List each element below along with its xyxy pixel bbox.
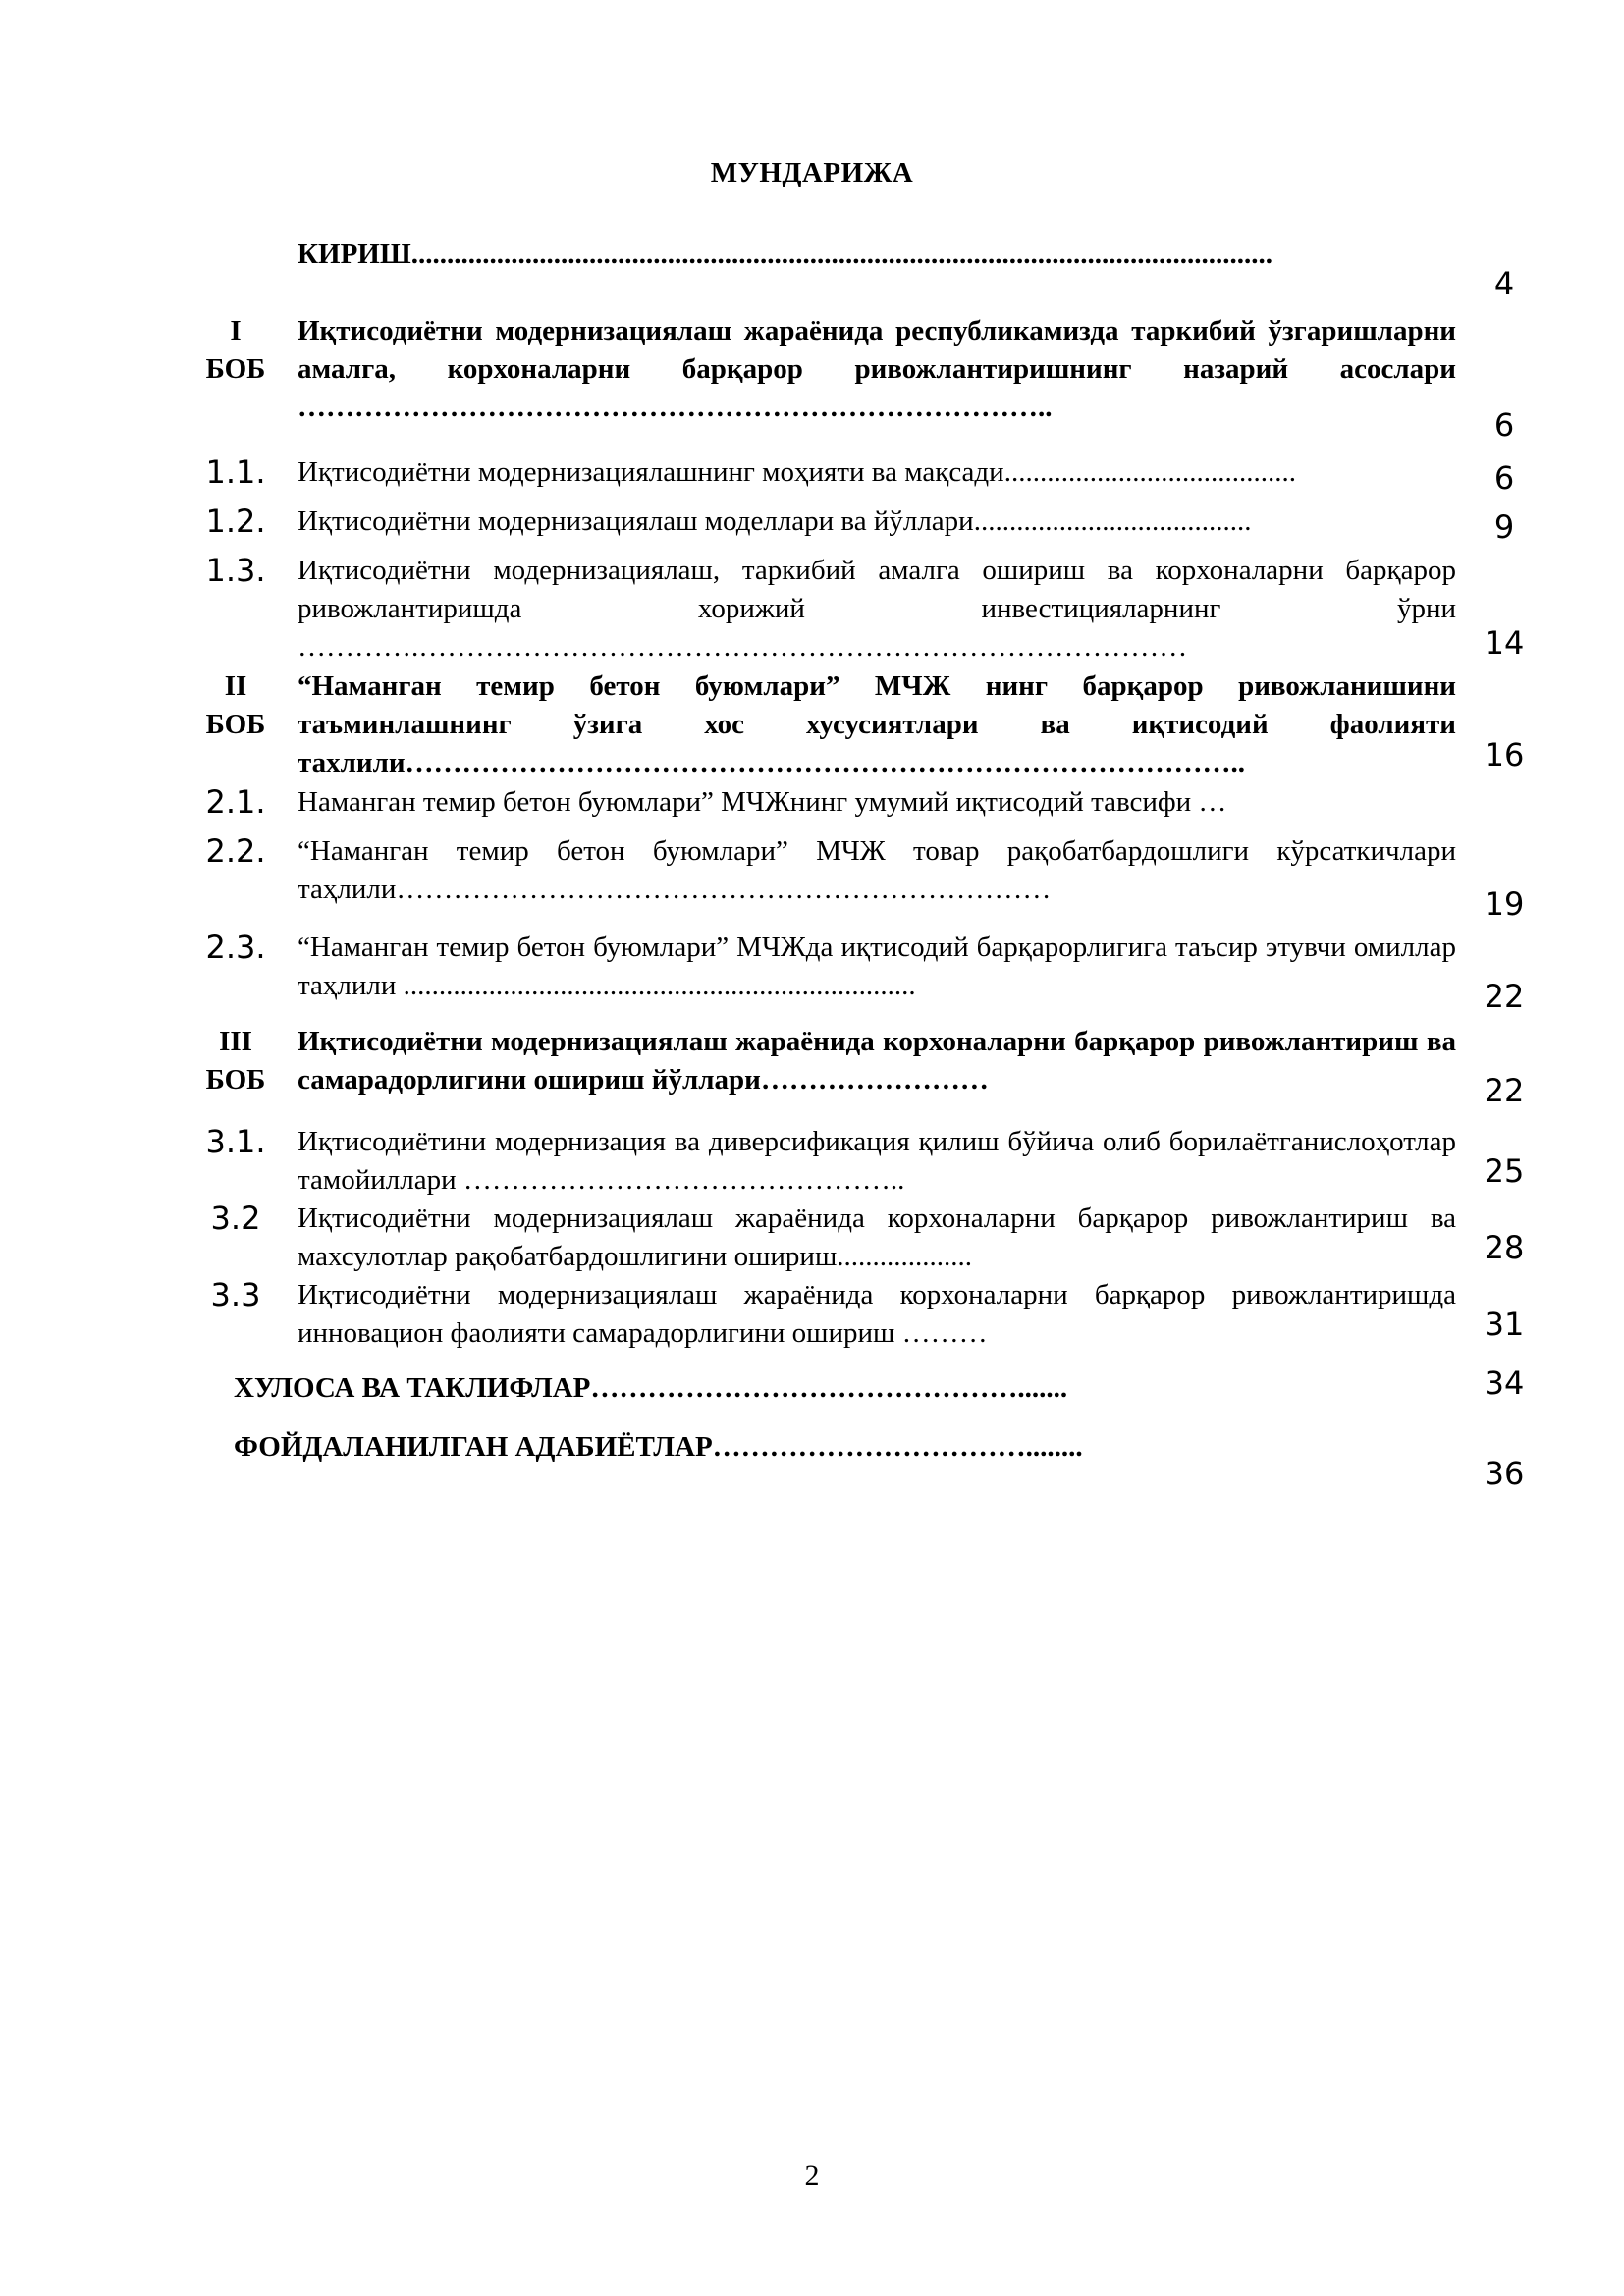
toc-page-number: 6 [1493,406,1515,444]
toc-page-number: 22 [1484,1072,1525,1109]
toc-chapter-number: I БОБ [205,315,266,385]
toc-section-title: Иқтисодиётини модернизация ва диверсификация қилиш бўйича олиб борилаётганислоҳотлар тамойиллари ……………………………………….. [298,1126,1456,1196]
toc-section-number: 1.2. [205,503,266,540]
toc-page-number: 28 [1484,1229,1525,1266]
toc-page-number: 6 [1493,459,1515,497]
toc-section-number: 3.2 [210,1200,261,1237]
toc-references-page: 36 [1484,1455,1525,1492]
toc-page-number: 22 [1484,978,1525,1015]
toc-section-number: 1.1. [205,454,266,491]
toc-section-title: Иқтисодиётни модернизациялаш моделлари ва йўллари....................................... [298,506,1252,537]
toc-section-title: “Наманган темир бетон буюмлари” МЧЖда иқтисодий барқарорлигига таъсир этувчи омиллар таҳлили ........................................................................ [298,932,1456,1001]
toc-chapter-title: Иқтисодиётни модернизациялаш жараёнида корхоналарни барқарор ривожлантириш ва самарадорлигини ошириш йўллари…………………… [298,1026,1456,1095]
toc-chapter-title: “Наманган темир бетон буюмлари” МЧЖ нинг барқарор ривожланишини таъминлашнинг ўзига хос хусусиятлари ва иқтисодий фаолияти тахлили…………………………………………………………………………….. [298,670,1456,778]
page-number: 2 [804,2160,820,2192]
toc-page-number: 14 [1484,624,1525,662]
toc-section-title: Наманган темир бетон буюмлари” МЧЖнинг умумий иқтисодий тавсифи … [298,786,1227,818]
toc-section-number: 1.3. [205,552,266,589]
toc-section-number: 3.1. [205,1123,266,1160]
toc-chapter-title: Иқтисодиётни модернизациялаш жараёнида республикамизда таркибий ўзгаришларни амалга, корхоналарни барқарор ривожлантиришнинг назарий асослари …………………………………………………………………….. [298,315,1456,423]
toc-section-number: 2.3. [205,929,266,966]
toc-section-title: “Наманган темир бетон буюмлари” МЧЖ товар рақобатбардошлиги кўрсаткичлари таҳлили…………………………………………………………… [298,835,1456,905]
toc-section-number: 2.1. [205,783,266,821]
toc-intro-page: 4 [1493,265,1515,302]
toc-chapter-number: II БОБ [205,670,266,740]
toc-intro-text: КИРИШ......................................................................................................................... [298,239,1272,270]
toc-page-number: 9 [1493,508,1515,546]
toc-section-number: 3.3 [210,1276,261,1313]
toc-section-title: Иқтисодиётни модернизациялаш жараёнида корхоналарни барқарор ривожлантиришда инновацион фаолияти самарадорлигини ошириш ……… [298,1279,1456,1349]
toc-references: ФОЙДАЛАНИЛГАН АДАБИЁТЛАР……………………………........ [234,1431,1083,1463]
toc-conclusion: ХУЛОСА ВА ТАКЛИФЛАР………………………………………....... [234,1372,1068,1404]
toc-conclusion-page: 34 [1484,1364,1525,1402]
toc-page-number: 19 [1484,885,1525,923]
toc-chapter-number: III БОБ [205,1026,266,1095]
toc-page-number: 31 [1484,1306,1525,1343]
toc-page-number: 25 [1484,1152,1525,1190]
toc-section-number: 2.2. [205,832,266,870]
page-title: МУНДАРИЖА [710,157,914,188]
toc-page-number: 16 [1484,736,1525,774]
toc-section-title: Иқтисодиётни модернизациялаш жараёнида корхоналарни барқарор ривожлантириш ва махсулотлар рақобатбардошлигини ошириш................... [298,1202,1456,1272]
toc-section-title: Иқтисодиётни модернизациялаш, таркибий амалга ошириш ва корхоналарни барқарор ривожлантиришда хорижий инвестицияларнинг ўрни ………….……………………………………………………………………… [298,555,1456,663]
toc-section-title: Иқтисодиётни модернизациялашнинг моҳияти ва мақсади......................................... [298,456,1296,488]
